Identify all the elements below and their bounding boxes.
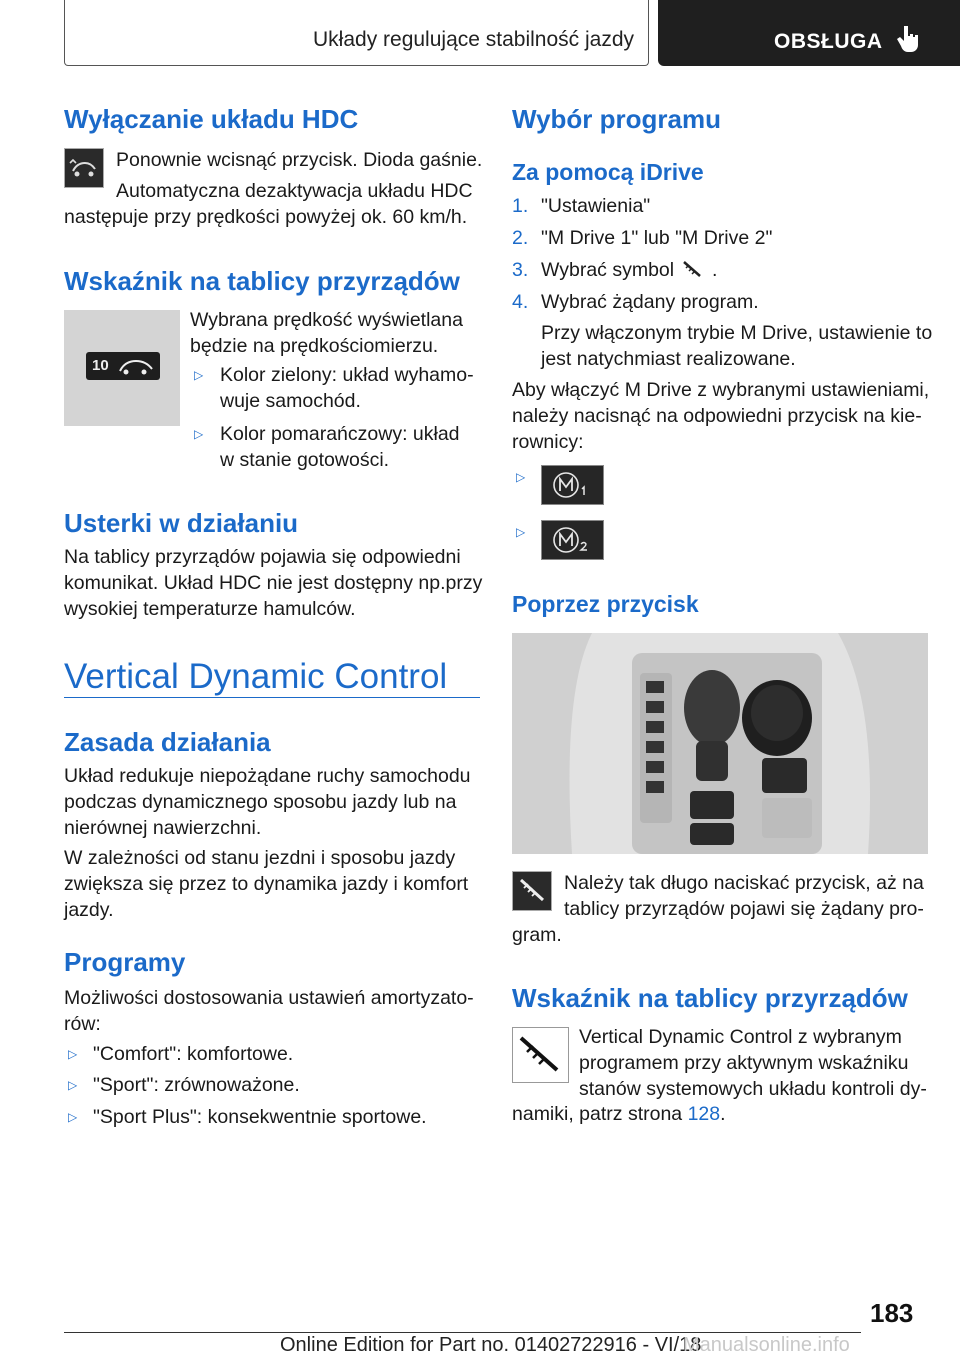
step4-note-a: Przy włączonym trybie M Drive, ustawienie to	[541, 322, 933, 344]
principle-line4: W zależności od stanu jezdni i sposobu jazdy	[64, 847, 456, 869]
chapter-rule	[64, 697, 480, 698]
right-indicator-line4-text: namiki, patrz strona	[512, 1103, 683, 1125]
mdrive-para-c: rownicy:	[512, 431, 584, 453]
hdc-off-line1: Ponownie wcisnąć przycisk. Dioda gaśnie.	[116, 149, 483, 171]
indicator-heading: Wskaźnik na tablicy przyrządów	[64, 266, 460, 296]
right-indicator-heading: Wskaźnik na tablicy przyrządów	[512, 983, 908, 1013]
bullet-triangle-icon: ▷	[194, 427, 204, 441]
display-panel	[86, 352, 160, 380]
right-indicator-line4-end: .	[720, 1103, 726, 1125]
bullet-triangle-icon: ▷	[516, 470, 526, 484]
step4-note-b: jest natychmiast realizowane.	[541, 348, 796, 370]
m1-button-icon	[541, 465, 604, 505]
programs-line1: Możliwości dostosowania ustawień amortyzato-	[64, 987, 474, 1009]
indicator-bullet1-a: Kolor zielony: układ wyhamo-	[220, 364, 474, 386]
step-item: Wybrać żądany program.	[541, 291, 759, 313]
step3-suffix: .	[712, 259, 718, 281]
header-chapter-tab[interactable]	[658, 0, 960, 66]
hdc-off-heading: Wyłączanie układu HDC	[64, 104, 359, 134]
display-speed-value: 10	[92, 357, 109, 374]
faults-heading: Usterki w działaniu	[64, 508, 299, 538]
principle-line6: jazdy.	[64, 899, 114, 921]
programs-line2: rów:	[64, 1013, 101, 1035]
button-line2: tablicy przyrządów pojawi się żądany pro-	[564, 898, 924, 920]
shock-absorber-icon	[680, 258, 706, 282]
idrive-subheading: Za pomocą iDrive	[512, 159, 704, 185]
right-indicator-line2: programem przy aktywnym wskaźniku	[579, 1052, 909, 1074]
right-indicator-line1: Vertical Dynamic Control z wybranym	[579, 1026, 902, 1048]
principle-line3: nierównej nawierzchni.	[64, 817, 262, 839]
shock-absorber-button-icon	[512, 871, 552, 911]
program-item: "Comfort": komfortowe.	[93, 1043, 294, 1065]
vdc-chapter-heading: Vertical Dynamic Control	[64, 657, 448, 696]
button-line1: Należy tak długo naciskać przycisk, aż na	[564, 872, 924, 894]
footer-edition: Online Edition for Part no. 01402722916 - VI/18	[280, 1334, 702, 1356]
hdc-display-image	[64, 310, 180, 426]
principle-line2: podczas dynamicznego sposobu jazdy lub na	[64, 791, 457, 813]
page-number: 183	[870, 1298, 914, 1328]
step-item: Wybrać symbol	[541, 259, 675, 281]
bullet-triangle-icon: ▷	[68, 1110, 78, 1124]
bullet-triangle-icon: ▷	[194, 368, 204, 382]
faults-line1: Na tablicy przyrządów pojawia się odpowiedni	[64, 546, 461, 568]
faults-line2: komunikat. Układ HDC nie jest dostępny np.przy	[64, 572, 483, 594]
hdc-off-para-b: następuje przy prędkości powyżej ok. 60 km/h.	[64, 206, 468, 228]
bullet-triangle-icon: ▷	[68, 1078, 78, 1092]
indicator-bullet2-a: Kolor pomarańczowy: układ	[220, 423, 460, 445]
hdc-button-icon	[64, 148, 104, 188]
principle-line1: Układ redukuje niepożądane ruchy samochodu	[64, 765, 471, 787]
step-number: 3.	[512, 259, 529, 281]
bullet-triangle-icon: ▷	[516, 525, 526, 539]
pointing-hand-icon	[896, 24, 922, 54]
footer-rule	[64, 1332, 861, 1333]
select-heading: Wybór programu	[512, 104, 721, 134]
vdc-indicator-icon	[512, 1027, 569, 1083]
center-console-photo	[512, 633, 928, 854]
bullet-triangle-icon: ▷	[68, 1047, 78, 1061]
step-item: "Ustawienia"	[541, 195, 651, 217]
hdc-off-para-a: Automatyczna dezaktywacja układu HDC	[116, 180, 473, 202]
button-subheading: Poprzez przycisk	[512, 591, 699, 617]
step-number: 2.	[512, 227, 529, 249]
programs-heading: Programy	[64, 947, 186, 977]
indicator-line2: będzie na prędkościomierzu.	[190, 335, 439, 357]
principle-line5: zwiększa się przez to dynamika jazdy i komfort	[64, 873, 469, 895]
mdrive-para-a: Aby włączyć M Drive z wybranymi ustawieniami,	[512, 379, 930, 401]
indicator-bullet2-b: w stanie gotowości.	[220, 449, 390, 471]
indicator-line1: Wybrana prędkość wyświetlana	[190, 309, 463, 331]
principle-heading: Zasada działania	[64, 727, 271, 757]
header-section-title: Układy regulujące stabilność jazdy	[313, 28, 634, 51]
page-link[interactable]: 128	[687, 1103, 721, 1125]
m2-button-icon	[541, 520, 604, 560]
step-number: 4.	[512, 291, 529, 313]
program-item: "Sport": zrównoważone.	[93, 1074, 300, 1096]
step-item: "M Drive 1" lub "M Drive 2"	[541, 227, 773, 249]
mdrive-para-b: należy nacisnąć na odpowiedni przycisk na kie-	[512, 405, 922, 427]
watermark: Manualsonline.info	[683, 1334, 850, 1356]
right-indicator-line4	[512, 1101, 726, 1128]
hdc-car-icon	[116, 357, 156, 377]
chapter-label: OBSŁUGA	[774, 30, 883, 53]
right-indicator-line3: stanów systemowych układu kontroli dy-	[579, 1078, 927, 1100]
header-section-box	[64, 0, 649, 66]
indicator-bullet1-b: wuje samochód.	[220, 390, 361, 412]
program-item: "Sport Plus": konsekwentnie sportowe.	[93, 1106, 427, 1128]
step-number: 1.	[512, 195, 529, 217]
button-line3: gram.	[512, 924, 562, 946]
faults-line3: wysokiej temperaturze hamulców.	[64, 598, 356, 620]
